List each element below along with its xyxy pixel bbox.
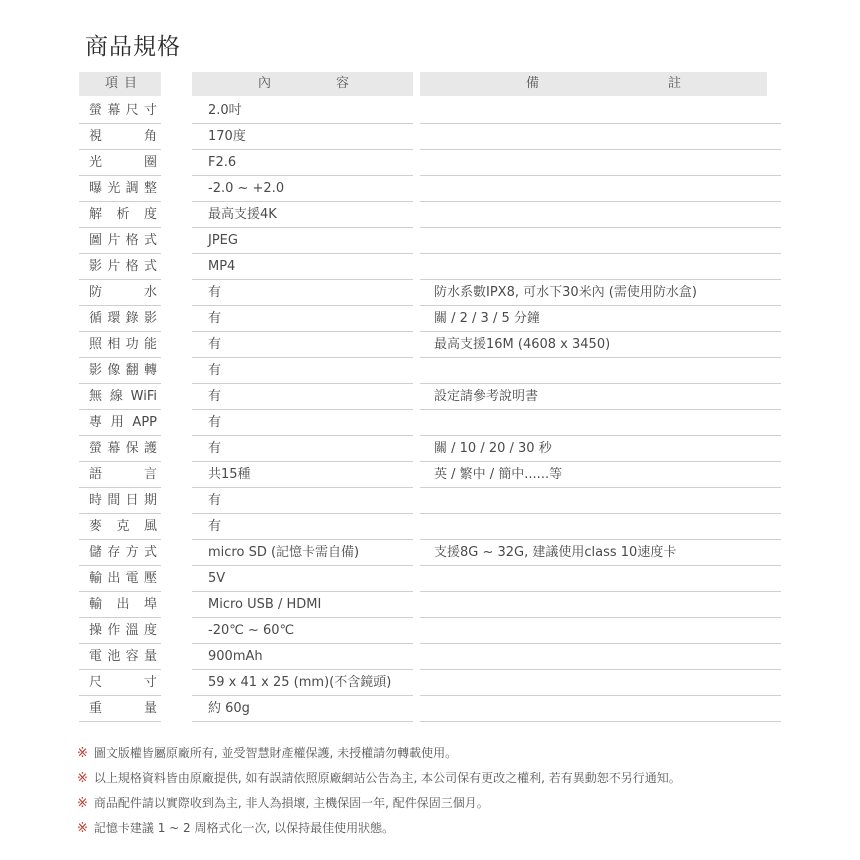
spec-item: 時間日期 [79,488,161,514]
spec-item: 輸出埠 [79,592,161,618]
spec-note: 設定請參考說明書 [420,384,781,410]
spec-content: 有 [192,332,413,358]
spec-content: 有 [192,410,413,436]
footnote [77,741,681,766]
spec-note [420,488,781,514]
spec-note: 英 / 繁中 / 簡中......等 [420,462,781,488]
spec-content: 有 [192,280,413,306]
spec-item: 尺寸 [79,670,161,696]
spec-item: 專用APP [79,410,161,436]
table-row [79,98,781,124]
spec-content: 有 [192,514,413,540]
spec-note [420,618,781,644]
spec-content: MP4 [192,254,413,280]
spec-content: F2.6 [192,150,413,176]
spec-note [420,514,781,540]
table-row [79,358,781,384]
table-row [79,462,781,488]
spec-item: 螢幕保護 [79,436,161,462]
spec-note [420,696,781,722]
spec-note [420,202,781,228]
spec-content: 59 x 41 x 25 (mm)(不含鏡頭) [192,670,413,696]
table-row [79,384,781,410]
footnote-text: 以上規格資料皆由原廠提供, 如有誤請依照原廠網站公告為主, 本公司保有更改之權利, 若有異動恕不另行通知。 [93,771,681,785]
spec-note [420,176,781,202]
spec-item: 防水 [79,280,161,306]
table-row [79,280,781,306]
footnote [77,766,681,791]
spec-note: 防水系數IPX8, 可水下30米內 (需使用防水盒) [420,280,781,306]
spec-content: 共15種 [192,462,413,488]
table-row [79,306,781,332]
header-note: 備註 [420,72,767,96]
table-row [79,254,781,280]
spec-item: 循環錄影 [79,306,161,332]
spec-note [420,358,781,384]
spec-note [420,98,781,124]
spec-item: 操作溫度 [79,618,161,644]
spec-content: micro SD (記憶卡需自備) [192,540,413,566]
spec-content: 有 [192,384,413,410]
table-header [79,72,781,98]
footnote [77,791,681,816]
spec-note [420,410,781,436]
header-content: 內容 [192,72,413,96]
asterisk-icon: ※ [77,746,88,761]
spec-note [420,670,781,696]
spec-note [420,228,781,254]
table-row [79,618,781,644]
table-row [79,514,781,540]
footnote-text: 商品配件請以實際收到為主, 非人為損壞, 主機保固一年, 配件保固三個月。 [93,796,489,810]
asterisk-icon: ※ [77,821,88,836]
table-row [79,124,781,150]
spec-content: 5V [192,566,413,592]
spec-content: 170度 [192,124,413,150]
table-row [79,488,781,514]
spec-item: 輸出電壓 [79,566,161,592]
spec-item: 圖片格式 [79,228,161,254]
spec-item: 解析度 [79,202,161,228]
spec-content: 有 [192,488,413,514]
spec-item: 影片格式 [79,254,161,280]
spec-content: JPEG [192,228,413,254]
spec-content: -20℃ ~ 60℃ [192,618,413,644]
footnote-text: 圖文版權皆屬原廠所有, 並受智慧財產權保護, 未授權請勿轉載使用。 [93,746,458,760]
spec-note [420,150,781,176]
table-row [79,176,781,202]
table-row [79,592,781,618]
spec-note: 支援8G ~ 32G, 建議使用class 10速度卡 [420,540,781,566]
spec-note [420,644,781,670]
table-row [79,540,781,566]
spec-item: 語言 [79,462,161,488]
spec-content: 2.0吋 [192,98,413,124]
page-title: 商品規格 [85,34,181,60]
spec-note [420,254,781,280]
spec-item: 曝光調整 [79,176,161,202]
table-row [79,566,781,592]
footnote [77,816,681,841]
footnotes [77,741,681,841]
table-row [79,436,781,462]
spec-item: 視角 [79,124,161,150]
table-row [79,670,781,696]
spec-content: Micro USB / HDMI [192,592,413,618]
spec-content: 約 60g [192,696,413,722]
spec-item: 無線WiFi [79,384,161,410]
spec-table [79,72,781,722]
table-body [79,98,781,722]
spec-content: 最高支援4K [192,202,413,228]
spec-item: 麥克風 [79,514,161,540]
spec-note: 最高支援16M (4608 x 3450) [420,332,781,358]
asterisk-icon: ※ [77,796,88,811]
header-item: 項目 [79,72,161,96]
spec-note [420,592,781,618]
spec-item: 光圈 [79,150,161,176]
spec-item: 影像翻轉 [79,358,161,384]
spec-item: 螢幕尺寸 [79,98,161,124]
table-row [79,696,781,722]
spec-content: 有 [192,306,413,332]
spec-note [420,124,781,150]
spec-content: -2.0 ~ +2.0 [192,176,413,202]
footnote-text: 記憶卡建議 1 ~ 2 周格式化一次, 以保持最佳使用狀態。 [93,821,395,835]
spec-note: 關 / 2 / 3 / 5 分鐘 [420,306,781,332]
table-row [79,332,781,358]
spec-item: 重量 [79,696,161,722]
spec-item: 電池容量 [79,644,161,670]
spec-note [420,566,781,592]
asterisk-icon: ※ [77,771,88,786]
spec-item: 照相功能 [79,332,161,358]
table-row [79,644,781,670]
spec-content: 900mAh [192,644,413,670]
spec-item: 儲存方式 [79,540,161,566]
spec-note: 關 / 10 / 20 / 30 秒 [420,436,781,462]
table-row [79,202,781,228]
spec-content: 有 [192,358,413,384]
spec-content: 有 [192,436,413,462]
table-row [79,228,781,254]
table-row [79,150,781,176]
table-row [79,410,781,436]
